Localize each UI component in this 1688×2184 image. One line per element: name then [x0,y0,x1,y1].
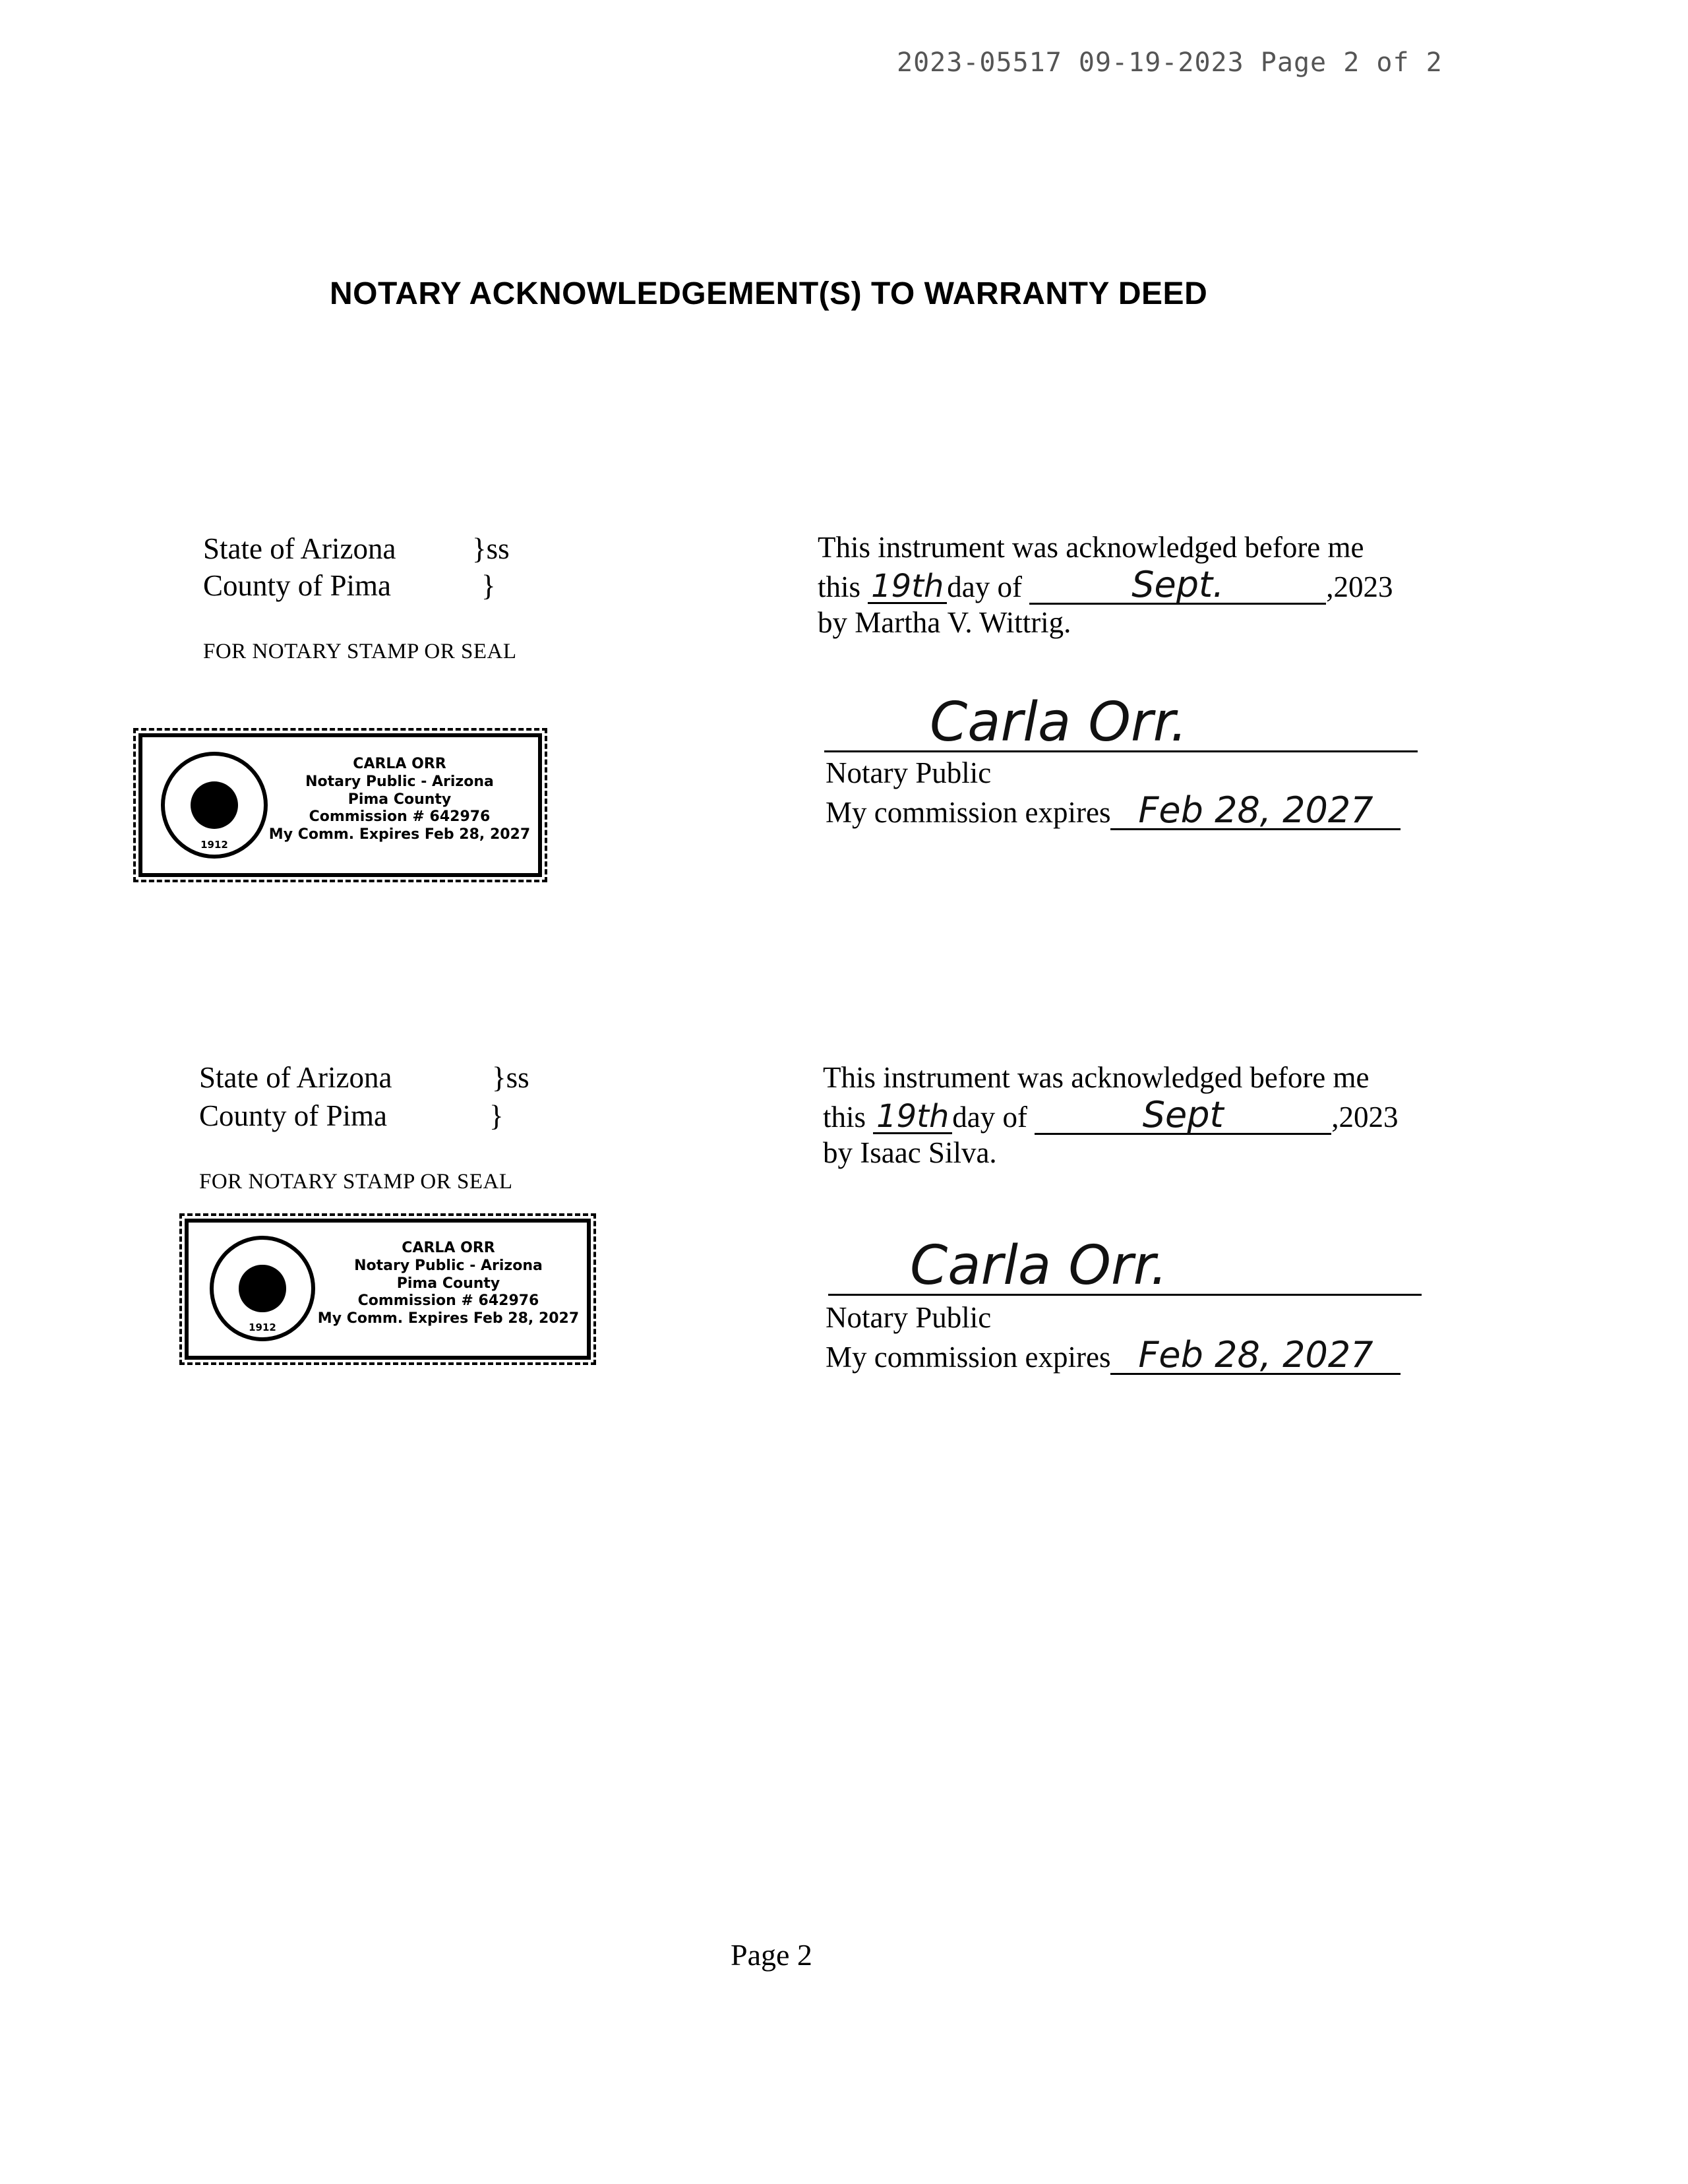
day-handwritten: 19th [868,570,947,604]
expires-line [826,789,1401,831]
expires-line [826,1334,1401,1376]
stamp-name: CARLA ORR [353,756,446,772]
document-title: NOTARY ACKNOWLEDGEMENT(S) TO WARRANTY DEED [330,276,1208,311]
stamp-title: Notary Public - Arizona [354,1257,543,1274]
expires-handwritten: Feb 28, 2027 [1110,793,1401,830]
notary-signature: Carla Orr. [910,1234,1168,1297]
stamp-caption: FOR NOTARY STAMP OR SEAL [199,1170,513,1194]
day-handwritten: 19th [873,1101,952,1134]
by-line: by Martha V. Wittrig. [818,606,1071,639]
date-line [818,564,1393,605]
year-suffix: ,2023 [1331,1101,1399,1134]
ss-mark: }ss [492,1061,529,1094]
year-suffix: ,2023 [1326,570,1393,603]
state-line: State of Arizona [199,1061,392,1094]
this-word: this [823,1101,866,1134]
notary-label: Notary Public [826,1301,992,1334]
stamp-name: CARLA ORR [402,1240,495,1256]
stamp-expires: My Comm. Expires Feb 28, 2027 [317,1310,580,1327]
stamp-commission: Commission # 642976 [357,1292,539,1310]
expires-handwritten: Feb 28, 2027 [1110,1337,1401,1375]
notary-label: Notary Public [826,756,992,789]
seal-year: 1912 [200,839,228,851]
this-word: this [818,570,861,603]
day-of-label: day of [947,570,1022,603]
stamp-title: Notary Public - Arizona [305,773,494,790]
stamp-caption: FOR NOTARY STAMP OR SEAL [203,640,517,663]
state-seal-icon [161,752,268,859]
brace-mark: } [489,1099,504,1132]
county-line: County of Pima [203,569,392,602]
stamp-commission: Commission # 642976 [309,808,491,826]
notary-stamp [138,733,542,877]
month-handwritten: Sept. [1029,567,1326,605]
by-line: by Isaac Silva. [823,1136,997,1169]
county-line: County of Pima [199,1099,388,1132]
month-handwritten: Sept [1035,1097,1331,1135]
notary-stamp [185,1219,591,1360]
ss-mark: }ss [472,532,510,565]
notary-signature: Carla Orr. [930,691,1188,754]
acknowledgement-line: This instrument was acknowledged before me [823,1061,1370,1094]
brace-mark: } [481,569,496,602]
stamp-county: Pima County [396,1275,500,1292]
expires-label: My commission expires [826,1341,1111,1374]
seal-year: 1912 [249,1321,276,1333]
expires-label: My commission expires [826,796,1111,829]
day-of-label: day of [952,1101,1027,1134]
state-line: State of Arizona [203,532,396,565]
date-line [823,1094,1399,1136]
stamp-county: Pima County [347,791,452,808]
recording-header: 2023-05517 09-19-2023 Page 2 of 2 [897,47,1443,78]
acknowledgement-line: This instrument was acknowledged before me [818,531,1364,564]
state-seal-icon [210,1236,315,1341]
page-number: Page 2 [731,1938,812,1972]
stamp-expires: My Comm. Expires Feb 28, 2027 [268,826,531,843]
